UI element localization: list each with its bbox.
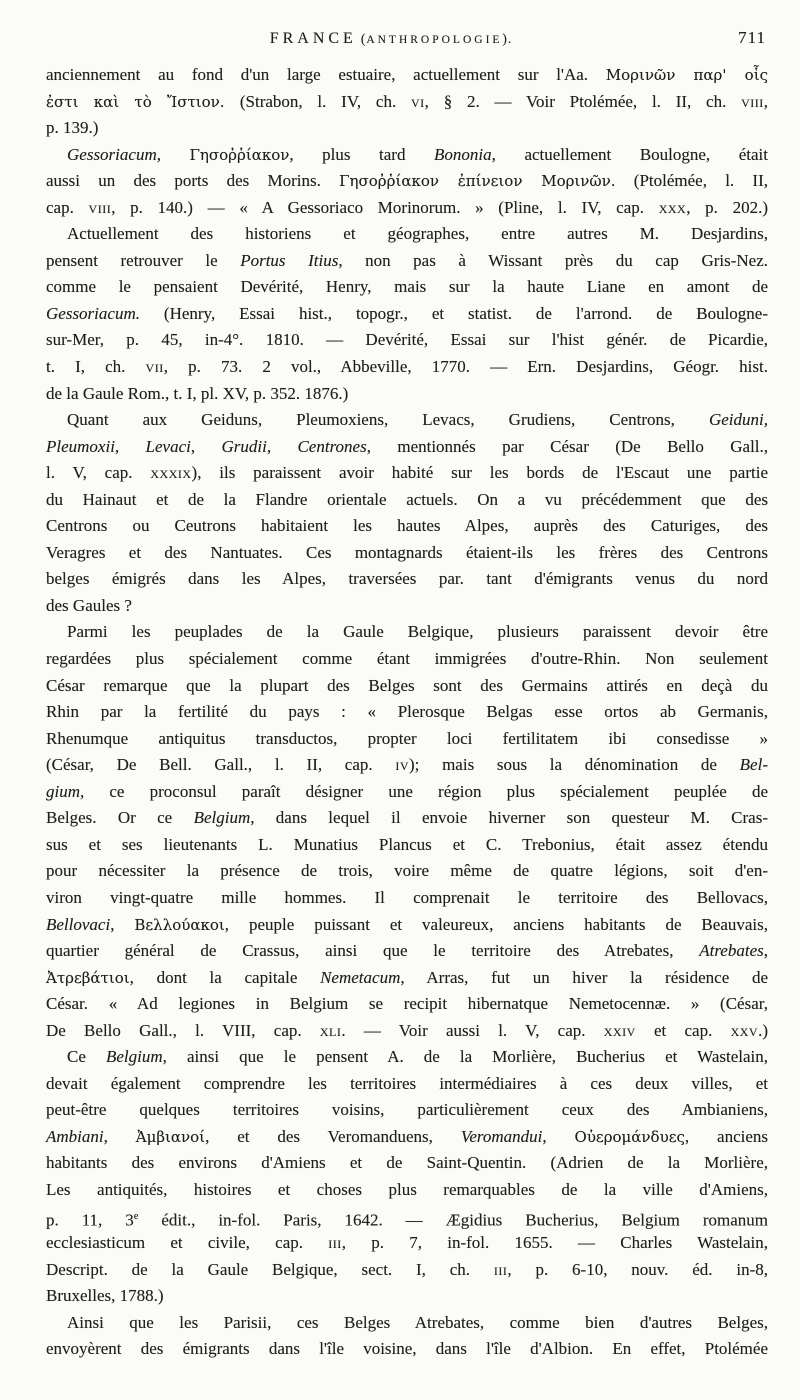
text-line (46, 1071, 768, 1098)
text-segment: ), ils paraissent avoir habité sur les bords de l'Escaut une partie (191, 463, 768, 483)
text-segment: Οὐερομάνδυες (574, 1127, 685, 1146)
running-head-paren-close: ). (502, 31, 513, 46)
text-segment: , non pas à Wissant près du cap Gris-Nez. (338, 250, 768, 270)
text-segment: Gessoriacum. (46, 303, 140, 323)
text-line (46, 1097, 768, 1124)
text-segment: comme le pensaient Devérité, Henry, mais sur la haute Liane en amont de (46, 277, 768, 297)
text-line (46, 1044, 768, 1071)
text-line (46, 1336, 768, 1363)
text-line (46, 221, 768, 248)
text-segment: , (190, 436, 222, 456)
text-line (46, 726, 768, 753)
text-line (46, 566, 768, 593)
text-segment: Belgium (105, 1047, 163, 1067)
text-segment: pensent retrouver le (46, 250, 241, 270)
text-line (46, 699, 768, 726)
text-line (46, 646, 768, 673)
text-segment: peut-être quelques territoires voisins, particulièrement ceux des Ambianiens, (46, 1100, 768, 1120)
text-segment: viii (741, 91, 764, 111)
text-segment: , p. 140.) — « A Gessoriaco Morinorum. » (Pline, l. IV, cap. (111, 197, 659, 217)
text-segment: Belges. Or ce (46, 808, 194, 828)
text-segment: belges émigrés dans les Alpes, traversées par. tant d'émigrants venus du nord (46, 569, 768, 589)
text-line (46, 168, 768, 195)
text-segment: César remarque que la plupart des Belges sont des Germains attirés en deçà du (46, 675, 768, 695)
text-segment: Ambiani (46, 1126, 104, 1146)
text-line (46, 115, 768, 142)
text-segment: sus et ses lieutenants L. Munatius Plancus et C. Trebonius, était assez étendu (46, 834, 768, 854)
text-segment: Ainsi que les Parisii, ces Belges Atrebates, comme bien d'autres Belges, (67, 1312, 768, 1332)
text-line (46, 752, 768, 779)
text-segment: ἐστι καὶ τὸ Ἴστιον. (46, 92, 240, 111)
text-segment: t. I, ch. (46, 357, 146, 377)
text-line (46, 1177, 768, 1204)
text-segment: habitants des environs d'Amiens et de Saint-Quentin. (Adrien de la Morlière, (46, 1153, 768, 1173)
text-segment: (Henry, Essai hist., topogr., et statist. de l'arrond. de Boulogne- (139, 303, 768, 323)
text-segment: gium (46, 781, 80, 801)
text-segment: , plus tard (289, 144, 435, 164)
page-number: 711 (738, 28, 766, 47)
running-head-paren-open: ( (360, 31, 367, 46)
paragraph (46, 142, 768, 222)
text-segment: , p. 202.) (686, 197, 768, 217)
text-line (46, 540, 768, 567)
text-segment: , (542, 1126, 575, 1146)
text-segment: de la Gaule Rom., t. I, pl. XV, p. 352. 1876.) (46, 383, 349, 403)
text-segment: , p. 6-10, nouv. éd. in-8, (507, 1259, 768, 1279)
text-segment: De Bello Gall., l. VIII, cap. (46, 1020, 320, 1040)
text-segment: Veragres et des Nantuates. Ces montagnards étaient-ils les frères des Centrons (46, 542, 768, 562)
text-segment: du Hainaut et de la Flandre orientale actuels. On a vu précédemment que des (46, 489, 768, 509)
text-segment: Grudii (221, 436, 267, 456)
text-segment: viron vingt-quatre mille hommes. Il comprenait le territoire des Bellovacs, (46, 887, 768, 907)
text-segment: , actuellement Boulogne, était (491, 144, 768, 164)
text-line (46, 248, 768, 275)
text-line (46, 673, 768, 700)
text-line (46, 593, 768, 620)
text-line (46, 938, 768, 965)
text-segment: César. « Ad legiones in Belgium se recipit hibernatque Nemetocennæ. » (César, (46, 994, 768, 1014)
text-segment: Rhin par la fertilité du pays : « Plerosque Belgas esse ortos ab Germanis, (46, 702, 768, 722)
text-segment: , et des Veromanduens, (205, 1126, 461, 1146)
text-segment: e (133, 1210, 139, 1222)
text-line (46, 1150, 768, 1177)
text-line (46, 513, 768, 540)
text-segment: Bellovaci (46, 914, 111, 934)
text-segment: , ainsi que le pensent A. de la Morlière, Bucherius et Wastelain, (162, 1047, 768, 1067)
text-segment: Rhenumque antiquitus transductos, propter loci fertilitatem ibi consedisse » (46, 728, 768, 748)
text-segment: Centrons ou Ceutrons habitaient les hautes Alpes, auprès des Caturiges, des (46, 516, 768, 536)
text-segment: vi (411, 91, 425, 111)
text-segment: iv (395, 755, 409, 775)
paragraph (46, 407, 768, 619)
text-segment: , p. 7, in-fol. 1655. — Charles Wastelain, (341, 1233, 768, 1253)
text-segment: ecclesiasticum et civile, cap. (46, 1233, 329, 1253)
text-segment: ); mais sous la dénomination de (409, 755, 740, 775)
text-line (46, 460, 768, 487)
text-segment: Pleumoxii (46, 436, 115, 456)
text-line (46, 991, 768, 1018)
text-line (46, 407, 768, 434)
text-segment: xxxix (150, 463, 192, 483)
text-segment: l. V, cap. (46, 463, 151, 483)
text-segment: iii (328, 1233, 342, 1253)
paragraph (46, 619, 768, 1044)
text-segment: iii (493, 1259, 508, 1279)
text-segment: xxx (658, 197, 687, 217)
text-line (46, 779, 768, 806)
running-head-subtitle: ANTHROPOLOGIE (366, 34, 503, 46)
text-segment: xli (319, 1020, 342, 1040)
text-segment: Bel- (739, 755, 768, 775)
text-segment: des Gaules ? (46, 595, 132, 615)
text-segment: Parmi les peuplades de la Gaule Belgique, plusieurs paraissent devoir être (67, 622, 768, 642)
text-line (46, 1018, 768, 1045)
text-segment: quartier général de Crassus, ainsi que le territoire des Atrebates, (46, 941, 700, 961)
text-segment: pour nécessiter la présence de trois, voire même de quatre légions, soit d'en- (46, 861, 768, 881)
text-segment: (César, De Bell. Gall., l. II, cap. (46, 755, 396, 775)
text-segment: vii (145, 357, 164, 377)
text-segment: édit., in-fol. Paris, 1642. — Ægidius Bucherius, Belgium romanum (138, 1210, 769, 1230)
text-line (46, 274, 768, 301)
text-segment: , (103, 1126, 136, 1146)
text-block (46, 62, 768, 1363)
text-segment: , (763, 941, 768, 961)
text-segment: , (114, 436, 146, 456)
text-segment: envoyèrent des émigrants dans l'île voisine, dans l'île d'Albion. En effet, Ptolémée (46, 1339, 768, 1359)
text-line (46, 1230, 768, 1257)
text-segment: Geiduni, (708, 410, 768, 430)
text-segment: Quant aux Geiduns, Pleumoxiens, Levacs, Grudiens, Centrons, (67, 410, 709, 430)
text-line (46, 327, 768, 354)
text-segment: Belgium (193, 808, 251, 828)
text-line (46, 858, 768, 885)
paragraph (46, 221, 768, 407)
text-segment: . — Voir aussi l. V, cap. (341, 1020, 604, 1040)
text-segment: , ce proconsul paraît désigner une région plus spécialement peuplée de (80, 781, 768, 801)
text-segment: Descript. de la Gaule Belgique, sect. I, ch. (46, 1259, 494, 1279)
text-line (46, 195, 768, 222)
text-line (46, 885, 768, 912)
text-line (46, 832, 768, 859)
text-segment: , anciens (684, 1126, 769, 1146)
text-segment: Μορινῶν παρ' οἷς (605, 66, 768, 84)
text-segment: Centrones (297, 436, 367, 456)
paragraph (46, 1044, 768, 1309)
text-line (46, 1124, 768, 1151)
text-segment: Γησοῤῥίακον (189, 145, 290, 164)
text-segment: , (156, 144, 190, 164)
text-segment: Veromandui (460, 1126, 543, 1146)
text-segment: Bruxelles, 1788.) (46, 1286, 164, 1306)
text-segment: Atrebates (699, 941, 764, 961)
text-segment: , mentionnés par César (De Bello Gall., (366, 436, 769, 456)
text-line (46, 912, 768, 939)
text-segment: xxiv (603, 1020, 636, 1040)
text-segment: p. 11, 3 (46, 1210, 134, 1230)
text-line (46, 89, 768, 116)
text-segment: regardées plus spécialement comme étant immigrées d'outre-Rhin. Non seulement (46, 649, 768, 669)
text-line (46, 805, 768, 832)
text-line (46, 62, 768, 89)
text-segment: et cap. (635, 1020, 731, 1040)
text-segment: Ἀτρεβάτιοι (46, 968, 130, 987)
text-line (46, 354, 768, 381)
text-segment: viii (88, 197, 112, 217)
text-segment: , (763, 91, 769, 111)
text-segment: Levaci (145, 436, 191, 456)
text-line (46, 381, 768, 408)
text-segment: devait également comprendre les territoires intermédiaires à ces deux villes, et (46, 1073, 768, 1093)
text-segment: Nemetacum (320, 967, 401, 987)
text-segment: , p. 73. 2 vol., Abbeville, 1770. — Ern. Desjardins, Géogr. hist. (163, 357, 768, 377)
text-line (46, 301, 768, 328)
text-line (46, 619, 768, 646)
text-line (46, 1310, 768, 1337)
text-segment: , dans lequel il envoie hiverner son questeur M. Cras- (250, 808, 768, 828)
text-segment: , § 2. — Voir Ptolémée, l. II, ch. (424, 91, 742, 111)
text-segment: Γησοῤῥίακον ἐπίνειον Μορινῶν. (339, 172, 616, 191)
text-segment: , Arras, fut un hiver la résidence de (400, 967, 769, 987)
text-segment: , (266, 436, 298, 456)
text-segment: cap. (46, 197, 89, 217)
text-segment: Actuellement des historiens et géographes, entre autres M. Desjardins, (67, 224, 768, 244)
text-segment: , (110, 914, 135, 934)
running-head (46, 30, 736, 48)
text-segment: (Strabon, l. IV, ch. (239, 91, 411, 111)
text-line (46, 487, 768, 514)
text-segment: , peuple puissant et valeureux, anciens habitants de Beauvais, (224, 914, 768, 934)
running-head-title: FRANCE (269, 30, 357, 47)
paragraph (46, 62, 768, 142)
text-line (46, 1257, 768, 1284)
text-line (46, 1283, 768, 1310)
text-line (46, 142, 768, 169)
text-segment: , dont la capitale (129, 967, 321, 987)
text-segment: Ἀμβιανοί (135, 1127, 206, 1146)
text-segment: (Ptolémée, l. II, (615, 171, 768, 191)
text-segment: aussi un des ports des Morins. (46, 171, 340, 191)
text-segment: sur-Mer, p. 45, in-4°. 1810. — Devérité, Essai sur l'hist génér. de Picardie, (46, 330, 768, 350)
text-line (46, 1204, 768, 1231)
text-segment: Βελλούακοι (134, 915, 225, 934)
text-segment: Ce (67, 1047, 106, 1067)
text-segment: Portus Itius (240, 250, 339, 270)
text-segment: Gessoriacum (67, 144, 157, 164)
text-segment: xxv (730, 1020, 759, 1040)
text-line (46, 965, 768, 992)
text-line (46, 434, 768, 461)
text-segment: anciennement au fond d'un large estuaire, actuellement sur l'Aa. (46, 65, 606, 84)
paragraph (46, 1310, 768, 1363)
text-segment: .) (758, 1020, 768, 1040)
text-segment: Les antiquités, histoires et choses plus remarquables de la ville d'Amiens, (46, 1179, 768, 1199)
text-segment: p. 139.) (46, 118, 99, 138)
text-segment: Bononia (434, 144, 492, 164)
